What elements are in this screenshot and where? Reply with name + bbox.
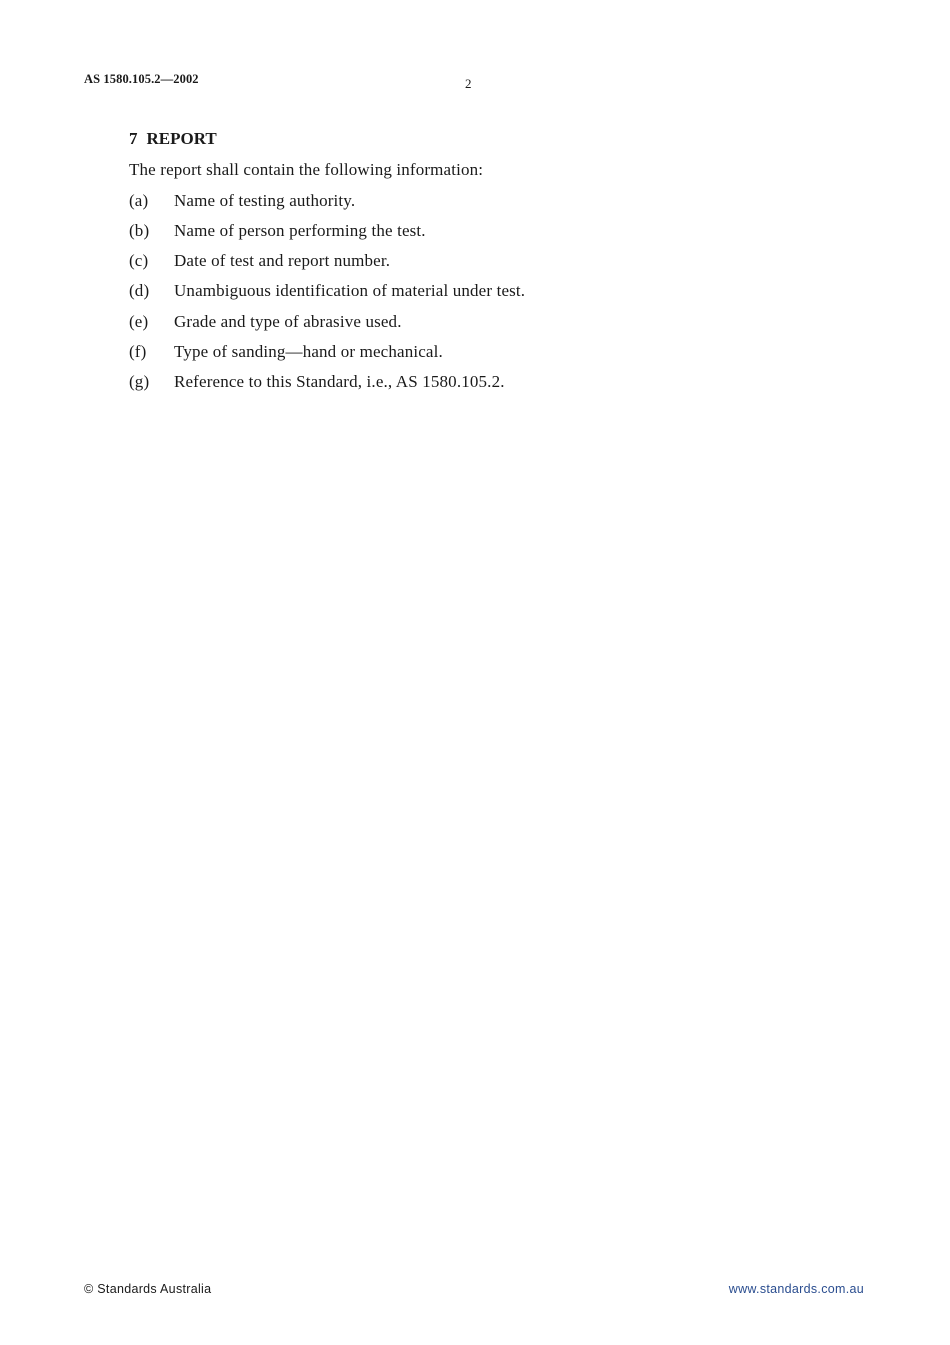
list-marker: (g) bbox=[129, 372, 150, 392]
list-item bbox=[129, 311, 849, 333]
footer-copyright: © Standards Australia bbox=[84, 1282, 212, 1296]
list-item-text: Type of sanding—hand or mechanical. bbox=[174, 341, 443, 361]
list-marker: (b) bbox=[129, 220, 150, 240]
list-item-text: Reference to this Standard, i.e., AS 1580.105.2. bbox=[174, 372, 505, 392]
standard-code: AS 1580.105.2—2002 bbox=[84, 72, 199, 86]
list-marker: (f) bbox=[129, 341, 147, 361]
list-item bbox=[129, 371, 849, 393]
section-title: REPORT bbox=[146, 129, 217, 148]
section-intro: The report shall contain the following information: bbox=[129, 160, 484, 179]
list-item-text: Unambiguous identification of material under test. bbox=[174, 281, 526, 301]
list-item-text: Name of testing authority. bbox=[174, 190, 356, 210]
list-item bbox=[129, 190, 849, 212]
list-marker: (d) bbox=[129, 281, 150, 301]
section-heading bbox=[129, 128, 849, 150]
list-marker: (a) bbox=[129, 190, 149, 210]
section-number: 7 bbox=[129, 129, 138, 148]
report-requirements-list bbox=[129, 190, 849, 394]
list-item-text: Name of person performing the test. bbox=[174, 220, 426, 240]
report-section bbox=[129, 128, 849, 402]
list-item-text: Grade and type of abrasive used. bbox=[174, 311, 402, 331]
list-item-text: Date of test and report number. bbox=[174, 251, 391, 271]
list-item bbox=[129, 280, 849, 302]
list-marker: (c) bbox=[129, 251, 149, 271]
list-item bbox=[129, 341, 849, 363]
footer-website-link[interactable]: www.standards.com.au bbox=[728, 1282, 864, 1296]
list-item bbox=[129, 250, 849, 272]
list-marker: (e) bbox=[129, 311, 149, 331]
list-item bbox=[129, 220, 849, 242]
page-number: 2 bbox=[465, 76, 472, 91]
